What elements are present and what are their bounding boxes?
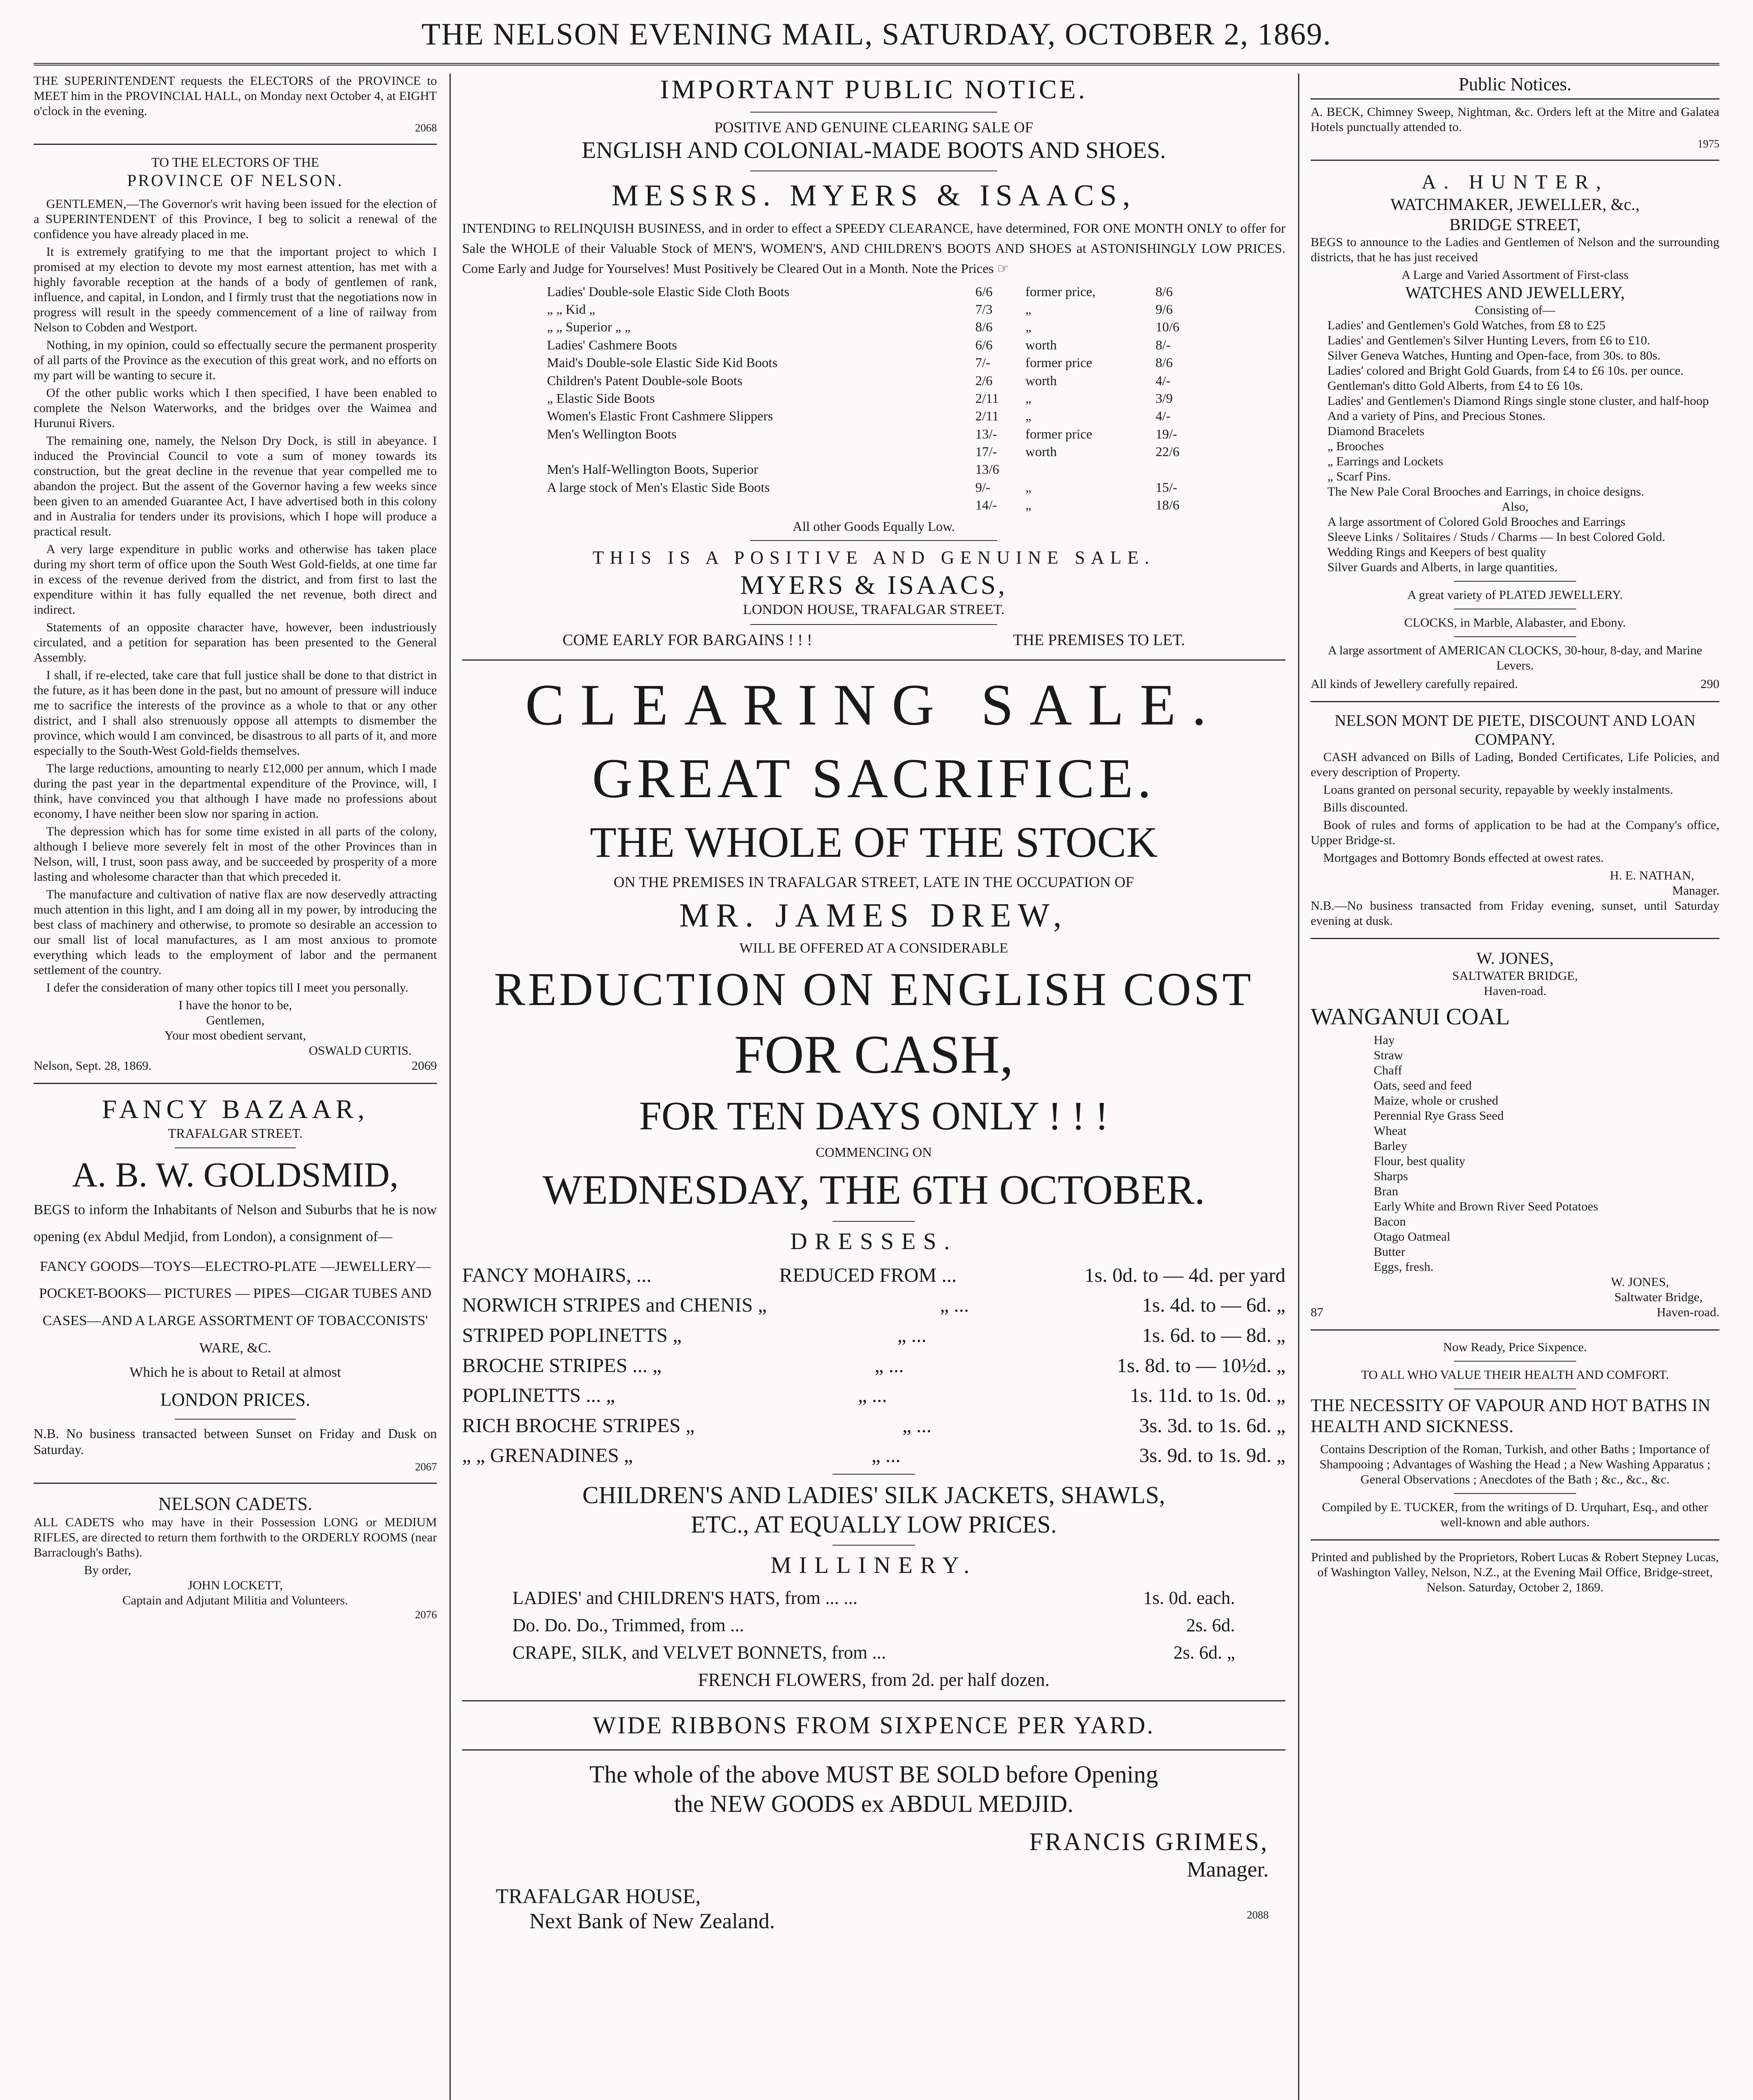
province-heading: PROVINCE OF NELSON. [127,171,344,190]
coal-item: Barley [1374,1139,1407,1153]
coal-item: Hay [1374,1033,1395,1047]
boots-row [544,283,1203,300]
dress-cell: „ ... [858,1384,887,1407]
boots-cell: 6/6 [975,284,993,299]
boots-row [544,354,1203,371]
dress-cell: FANCY MOHAIRS, ... [462,1264,652,1286]
reduction-heading: REDUCTION ON ENGLISH COST [494,963,1254,1016]
address-paragraph: The remaining one, namely, the Nelson Dry Dock, is still in abeyance. I induced the Provincial Council to vote a sum of money towards its construction, but the great decline in the revenue that year compelled me to abandon the project. But the assent of the Governor having a few weeks since been given to an amended Guarantee Act, I have advertised both in this colony and in Australia for tenders under its provisions, which I hope will produce a practical result. [34,433,437,538]
address-paragraph: Statements of an opposite character have, however, been industriously circulated, and a petition for separation has been presented to the General Assembly. [34,620,437,664]
offered-line: WILL BE OFFERED AT A CONSIDERABLE [739,940,1008,956]
masthead: THE NELSON EVENING MAIL, SATURDAY, OCTOBER 2, 1869. [421,17,1332,52]
boots-price-table [544,283,1203,514]
boots-cell: 6/6 [975,337,993,352]
boots-cell: Women's Elastic Front Cashmere Slippers [547,408,773,424]
ad-number: 2076 [415,1609,437,1621]
boots-cell: „ „ Kid „ [547,301,595,317]
ad-number: 2088 [1247,1908,1269,1921]
jackets-line: CHILDREN'S AND LADIES' SILK JACKETS, SHAWLS, [582,1481,1165,1509]
mont-de-piete-heading: NELSON MONT DE PIETE, DISCOUNT AND LOAN COMPANY. [1335,711,1695,749]
boots-cell: 7/- [975,355,991,370]
dress-row [462,1323,1285,1348]
great-sacrifice-heading: GREAT SACRIFICE. [592,747,1156,810]
jones-signature-3: Haven-road. [1656,1305,1719,1319]
address-paragraph: It is extremely gratifying to me that the important project to which I promised at my election to devote my most earnest attention, has met with a highly favorable reception at the hands of a body of gentlemen of rank, influence, and capital, in London, and I firmly trust that the negotiations now in progress will result in the speedy commencement of a line of railway from Nelson to Cobden and Westport. [34,244,437,334]
boots-cell: 14/- [975,497,997,513]
public-notices-heading: Public Notices. [1459,74,1572,94]
whole-stock-heading: THE WHOLE OF THE STOCK [590,818,1158,866]
flowers-line: FRENCH FLOWERS, from 2d. per half dozen. [698,1669,1050,1690]
mont-paragraph: Mortgages and Bottomry Bonds effected at owest rates. [1323,850,1604,865]
closing-line: Your most obedient servant, [164,1028,306,1042]
cadets-body: ALL CADETS who may have in their Possession LONG or MEDIUM RIFLES, are directed to return them forthwith to the ORDERLY ROOMS (near Barraclough's Baths). [34,1515,437,1560]
boots-cell: Ladies' Double-sole Elastic Side Cloth Boots [547,284,790,299]
london-house: LONDON HOUSE, TRAFALGAR STREET. [743,601,1005,617]
boots-row [544,443,1203,460]
boots-cell: „ [1025,497,1032,513]
hunter-assortment: A Large and Varied Assortment of First-class [1401,268,1629,282]
nathan-signature: H. E. NATHAN, [1610,868,1694,882]
dress-row [462,1444,1285,1468]
bazaar-retail: Which he is about to Retail at almost [129,1365,341,1381]
mont-nb: N.B.—No business transacted from Friday evening, sunset, until Saturday evening at dusk. [1311,898,1719,928]
address-paragraph: I defer the consideration of many other topics till I meet you personally. [46,980,408,995]
boots-cell: 8/6 [1155,284,1173,299]
coal-item: Bran [1374,1184,1398,1198]
jones-heading: W. JONES, [1476,948,1554,968]
plated-line: A great variety of PLATED JEWELLERY. [1407,588,1623,602]
date-line: Nelson, Sept. 28, 1869. [34,1058,152,1073]
millinery-cell: LADIES' and CHILDREN'S HATS, from ... ... [512,1588,858,1609]
column-left [34,74,437,2100]
hunter-street: BRIDGE STREET, [1449,215,1581,234]
bazaar-street: TRAFALGAR STREET. [168,1126,303,1141]
millinery-row [512,1642,1235,1664]
boots-cell: 2/11 [975,408,999,424]
jones-signature-2: Saltwater Bridge, [1614,1290,1703,1304]
boots-row [544,389,1203,407]
also-item: Silver Guards and Alberts, in large quantities. [1327,560,1558,574]
hunter-name: A. HUNTER, [1421,171,1609,193]
bazaar-title: FANCY BAZAAR, [102,1094,369,1124]
watch-item: Ladies' colored and Bright Gold Guards, from £4 to £6 10s. per ounce. [1327,363,1684,378]
boots-cell: „ Elastic Side Boots [547,390,655,406]
ad-number: 290 [1700,677,1719,691]
boots-cell: Men's Half-Wellington Boots, Superior [547,462,758,477]
watch-item: The New Pale Coral Brooches and Earrings, in choice designs. [1327,484,1644,499]
mont-paragraph: Loans granted on personal security, repayable by weekly instalments. [1323,782,1673,797]
hunter-trade: WATCHMAKER, JEWELLER, &c., [1390,194,1640,214]
for-cash-heading: FOR CASH, [734,1024,1014,1085]
bazaar-body: BEGS to inform the Inhabitants of Nelson and Suburbs that he is now opening (ex Abdul Medjid, from London), a consignment of— [34,1202,437,1245]
mont-paragraph: Book of rules and forms of application to be had at the Company's office, Upper Bridge-st. [1311,818,1719,847]
manager-title: Manager. [1187,1858,1269,1882]
dress-cell: 3s. 9d. to 1s. 9d. „ [1139,1444,1285,1467]
boots-row [544,425,1203,443]
boots-cell: Men's Wellington Boots [547,426,677,441]
jones-road: Haven-road. [1483,984,1547,998]
coal-item: Eggs, fresh. [1374,1260,1434,1274]
address-paragraph: The depression which has for some time existed in all parts of the colony, although I believe more severely felt in most of the other Provinces than in Nelson, will, I trust, soon pass away, and be succeeded by prosperity of a more lasting and wholesome character than that which preceded it. [34,824,437,884]
also-item: A large assortment of Colored Gold Brooches and Earrings [1327,514,1626,529]
watch-list [1311,318,1719,499]
coal-item: Butter [1374,1244,1405,1259]
coal-item: Chaff [1374,1063,1402,1077]
imprint: Printed and published by the Proprietors, Robert Lucas & Robert Stepney Lucas, of Washington Valley, Nelson, N.Z., at the Evening Mail Office, Bridge-street, Nelson. Saturday, October 2, 1869. [1311,1550,1719,1594]
ad-number: 2067 [415,1460,437,1473]
signature: OSWALD CURTIS. [309,1043,412,1058]
address-paragraph: The manufacture and cultivation of native flax are now deservedly attracting much attention in this light, and I am doing all in my power, by introducing the best class of machinery and otherwise, to promote so desirable an accession to our small list of local manufactures, as I am most anxious to promote everything which leads to the employment of labor and the permanent settlement of the country. [34,887,437,977]
dress-row [462,1383,1285,1408]
dress-cell: 1s. 6d. to — 8d. „ [1142,1324,1285,1347]
james-drew-heading: MR. JAMES DREW, [679,897,1069,934]
boots-cell: worth [1025,337,1057,352]
superintendent-notice: THE SUPERINTENDENT requests the ELECTORS of the PROVINCE to MEET him in the PROVINCIAL HALL, on Monday next October 4, at EIGHT o'clock in the evening. [34,74,437,118]
millinery-cell: 2s. 6d. [1186,1615,1235,1636]
mont-paragraph: Bills discounted. [1323,800,1408,814]
come-early-line: COME EARLY FOR BARGAINS ! ! ! [562,631,812,649]
also-item: Sleeve Links / Solitaires / Studs / Charms — In best Colored Gold. [1327,530,1666,544]
clocks-line: CLOCKS, in Marble, Alabaster, and Ebony. [1404,615,1626,630]
boots-cell: 8/6 [975,319,993,335]
cadets-title: Captain and Adjutant Militia and Volunteers. [122,1593,348,1608]
dress-cell: BROCHE STRIPES ... „ [462,1354,662,1377]
consisting-line: Consisting of— [1475,303,1555,317]
dress-cell: „ ... [897,1324,927,1347]
address-paragraph: The large reductions, amounting to nearly £12,000 per annum, which I made during the past year in the departmental expenditure of the Province, will, I think, have convinced you that although I have made no professions about economy, I have neither been slow nor sparing in action. [34,761,437,821]
address-paragraph: Of the other public works which I then specified, I have been enabled to complete the Nelson Waterworks, and the bridges over the Waimea and Hurunui Rivers. [34,386,437,430]
dress-cell: „ ... [871,1444,901,1467]
wednesday-heading: WEDNESDAY, THE 6TH OCTOBER. [542,1166,1205,1213]
boots-cell: 15/- [1155,479,1177,495]
jackets-line-2: ETC., AT EQUALLY LOW PRICES. [691,1510,1057,1538]
next-bank-line: Next Bank of New Zealand. [529,1909,775,1933]
dresses-list [462,1263,1285,1468]
hunter-intro: BEGS to announce to the Ladies and Gentlemen of Nelson and the surrounding districts, that he has just received [1311,235,1719,264]
boots-cell: „ [1025,408,1032,424]
sale-intro: INTENDING to RELINQUISH BUSINESS, and in order to effect a SPEEDY CLEARANCE, have determined, FOR ONE MONTH ONLY to offer for Sale the WHOLE of their Valuable Stock of MEN'S, WOMEN'S, AND CHILDREN'S BOOTS AND SHOES at ASTONISHINGLY LOW PRICES. Come Early and Judge for Yourselves! Must Positively be Cleared Out in a Month. Note the Prices ☞ [462,220,1285,276]
column-rule-2 [1298,74,1299,2100]
boots-cell: former price [1025,426,1092,441]
boots-cell: former price [1025,355,1092,370]
also-list [1311,514,1719,575]
ribbons-line: WIDE RIBBONS FROM SIXPENCE PER YARD. [593,1712,1155,1739]
boots-cell: 3/9 [1155,390,1173,406]
coal-item: Early White and Brown River Seed Potatoes [1374,1199,1598,1213]
boots-cell: Children's Patent Double-sole Boots [547,373,743,388]
cadets-signature: JOHN LOCKETT, [187,1578,283,1593]
trafalgar-house: TRAFALGAR HOUSE, [496,1884,701,1908]
millinery-cell: 1s. 0d. each. [1143,1588,1235,1609]
boots-cell: „ [1025,390,1032,406]
premises-line: ON THE PREMISES IN TRAFALGAR STREET, LATE IN THE OCCUPATION OF [613,873,1134,890]
dress-cell: 1s. 4d. to — 6d. „ [1142,1294,1285,1317]
boots-cell [544,496,973,514]
dress-row [462,1354,1285,1378]
new-goods-line: the NEW GOODS ex ABDUL MEDJID. [674,1790,1074,1817]
boots-cell [1153,460,1203,478]
boots-cell: 8/- [1155,337,1171,352]
watch-item: Gentleman's ditto Gold Alberts, from £4 to £6 10s. [1327,378,1583,393]
mont-paragraphs [1311,750,1719,866]
boots-cell: 19/- [1155,426,1177,441]
boots-row [544,460,1203,478]
coal-item: Otago Oatmeal [1374,1229,1451,1244]
notice-number: 2068 [415,122,437,134]
boots-cell: 9/6 [1155,301,1173,317]
important-notice-heading: IMPORTANT PUBLIC NOTICE. [660,74,1088,104]
watches-heading: WATCHES AND JEWELLERY, [1405,283,1625,302]
coal-item: Sharps [1374,1169,1408,1183]
watch-item: Ladies' and Gentlemen's Gold Watches, from £8 to £25 [1327,318,1606,332]
watch-item: „ Earrings and Lockets [1327,454,1443,468]
column-center [462,74,1285,2100]
dress-cell: POPLINETTS ... „ [462,1384,615,1407]
dress-cell: REDUCED FROM ... [779,1264,957,1286]
repaired-line: All kinds of Jewellery carefully repaired. [1311,677,1518,691]
dress-cell: „ ... [940,1294,969,1317]
ad-number: 2069 [412,1058,437,1073]
boots-row [544,496,1203,514]
boots-cell: 10/6 [1155,319,1180,335]
millinery-heading: MILLINERY. [770,1552,977,1579]
boots-row [544,478,1203,496]
dress-cell: „ ... [902,1414,932,1437]
nathan-title: Manager. [1672,883,1719,898]
coal-list [1311,1033,1719,1275]
masthead-rule [34,63,1719,66]
closing-line: Gentlemen, [206,1013,265,1027]
address-paragraph: I shall, if re-elected, take care that full justice shall be done to that district in the future, as it has been done in the past, but no amount of pressure will induce me to sacrifice the interests of the province as a whole to that or any other district, and I shall also strenuously oppose all attempts to dismember the province, which would I am convinced, be disastrous to all parts of it, and more especially to the South-West Gold-fields themselves. [34,668,437,758]
boots-row [544,300,1203,318]
dress-row [462,1293,1285,1318]
dress-cell: RICH BROCHE STRIPES „ [462,1414,695,1437]
address-paragraph: A very large expenditure in public works and otherwise has taken place during my short term of office upon the South West Gold-fields, at one time far in excess of the revenue derived from the district, and from first to last the expenditure within it has fully equalled the net revenue, both direct and indirect. [34,542,437,617]
dress-cell: STRIPED POPLINETTS „ [462,1324,682,1347]
american-clocks-line: A large assortment of AMERICAN CLOCKS, 30-hour, 8-day, and Marine Levers. [1327,643,1703,672]
boots-cell: 2/6 [975,373,993,388]
boots-all-line: All other Goods Equally Low. [792,518,955,534]
ad-number: 87 [1311,1305,1323,1319]
jones-signature: W. JONES, [1611,1275,1669,1289]
dress-cell: 1s. 11d. to 1s. 0d. „ [1130,1384,1285,1407]
address-body [34,197,437,995]
sale-heading: POSITIVE AND GENUINE CLEARING SALE OF [714,118,1033,136]
cadets-order: By order, [84,1563,131,1578]
closing-line: I have the honor to be, [179,998,292,1012]
millinery-cell: Do. Do. Do., Trimmed, from ... [512,1615,744,1636]
boots-cell: 13/6 [975,462,999,477]
premises-to-let: THE PREMISES TO LET. [1013,631,1185,649]
watch-item: And a variety of Pins, and Precious Stones. [1327,409,1546,423]
boots-cell: 4/- [1155,373,1171,388]
coal-item: Oats, seed and feed [1374,1078,1472,1092]
boots-cell: 2/11 [975,390,999,406]
boots-cell: worth [1025,373,1057,388]
boots-cell: worth [1025,444,1057,459]
address-paragraph: Nothing, in my opinion, could so effectually secure the permanent prosperity of all parts of the Province as the execution of this great work, and no efforts on my part will be wanting to secure it. [34,338,437,382]
bazaar-nb: N.B. No business transacted between Sunset on Friday and Dusk on Saturday. [34,1425,437,1457]
value-health-heading: TO ALL WHO VALUE THEIR HEALTH AND COMFORT. [1361,1368,1669,1382]
watch-item: Ladies' and Gentlemen's Silver Hunting Levers, from £6 to £10. [1327,333,1651,347]
boots-row [544,372,1203,389]
boots-cell: „ [1025,479,1032,495]
millinery-row [512,1587,1235,1609]
bazaar-name: A. B. W. GOLDSMID, [72,1155,399,1194]
dresses-heading: DRESSES. [790,1228,957,1255]
column-rule-1 [449,74,451,2100]
contains-paragraph: Contains Description of the Roman, Turkish, and other Baths ; Importance of Shampooing ; Advantages of Washing the Head ; a New Washing Apparatus ; General Observations ; Anecdotes of the Bath ; &c., &c., &c. [1319,1442,1711,1486]
millinery-list [462,1587,1285,1664]
coal-heading: WANGANUI COAL [1311,1003,1510,1030]
jones-bridge: SALTWATER BRIDGE, [1452,969,1578,983]
also-line: Also, [1501,499,1529,514]
boots-cell [1023,460,1153,478]
boots-cell: former price, [1025,284,1096,299]
dress-cell: 1s. 8d. to — 10½d. „ [1117,1354,1285,1377]
clearing-sale-heading: CLEARING SALE. [525,672,1222,738]
now-ready-line: Now Ready, Price Sixpence. [1443,1340,1587,1354]
boots-row [544,318,1203,336]
boots-row [544,336,1203,354]
coal-item: Perennial Rye Grass Seed [1374,1108,1504,1123]
coal-item: Maize, whole or crushed [1374,1093,1498,1108]
boots-row [544,407,1203,425]
firm-heading: MESSRS. MYERS & ISAACS, [611,178,1136,213]
coal-item: Flour, best quality [1374,1154,1465,1168]
vapour-heading: THE NECESSITY OF VAPOUR AND HOT BATHS IN HEALTH AND SICKNESS. [1311,1396,1711,1437]
boots-cell: 22/6 [1155,444,1180,459]
boots-cell: A large stock of Men's Elastic Side Boots [547,479,770,495]
boots-cell: 7/3 [975,301,993,317]
column-right [1311,74,1719,2100]
watch-item: „ Scarf Pins. [1327,469,1391,483]
dress-cell: „ „ GRENADINES „ [462,1444,633,1467]
watch-item: Silver Geneva Watches, Hunting and Open-face, from 30s. to 80s. [1327,348,1661,362]
dress-row [462,1414,1285,1438]
watch-item: „ Brooches [1327,439,1384,453]
boots-cell: „ [1025,319,1032,335]
boots-cell: Maid's Double-sole Elastic Side Kid Boots [547,355,778,370]
dress-cell: 3s. 3d. to 1s. 6d. „ [1139,1414,1285,1437]
boots-cell: 18/6 [1155,497,1180,513]
boots-cell: 4/- [1155,408,1171,424]
bazaar-goods: FANCY GOODS—TOYS—ELECTRO-PLATE —JEWELLERY—POCKET-BOOKS— PICTURES — PIPES—CIGAR TUBES AND CASES—AND A LARGE ASSORTMENT OF TOBACCONISTS' WARE, &C. [39,1258,432,1356]
boots-cell: 9/- [975,479,991,495]
cadets-heading: NELSON CADETS. [158,1493,313,1514]
compiled-paragraph: Compiled by E. TUCKER, from the writings of D. Urquhart, Esq., and other well-known and able authors. [1322,1500,1708,1529]
electors-heading: TO THE ELECTORS OF THE [151,155,319,170]
beck-notice: A. BECK, Chimney Sweep, Nightman, &c. Orders left at the Mitre and Galatea Hotels punctually attended to. [1311,105,1719,134]
ad-number: 1975 [1698,137,1719,150]
boots-cell: „ [1025,301,1032,317]
coal-item: Wheat [1374,1124,1407,1138]
firm-name: MYERS & ISAACS, [740,570,1007,600]
dress-cell: „ ... [875,1354,904,1377]
coal-item: Bacon [1374,1214,1406,1228]
positive-sale-line: THIS IS A POSITIVE AND GENUINE SALE. [592,547,1155,568]
watch-item: Ladies' and Gentlemen's Diamond Rings single stone cluster, and half-hoop [1327,394,1709,408]
boots-cell: 13/- [975,426,997,441]
mont-paragraph: CASH advanced on Bills of Lading, Bonded Certificates, Life Policies, and every description of Property. [1311,750,1719,779]
millinery-row [512,1614,1235,1637]
must-be-sold-line: The whole of the above MUST BE SOLD before Opening [589,1761,1158,1788]
boots-cell: Ladies' Cashmere Boots [547,337,677,352]
dress-cell: NORWICH STRIPES and CHENIS „ [462,1294,767,1317]
commencing-line: COMMENCING ON [815,1144,932,1160]
also-item: Wedding Rings and Keepers of best quality [1327,545,1546,559]
coal-item: Straw [1374,1048,1403,1062]
ten-days-heading: FOR TEN DAYS ONLY ! ! ! [639,1093,1109,1138]
boots-cell: 17/- [975,444,997,459]
millinery-cell: 2s. 6d. „ [1173,1642,1235,1663]
address-paragraph: GENTLEMEN,—The Governor's writ having been issued for the election of a SUPERINTENDENT of this Province, I beg to solicit a renewal of the confidence you have already placed in me. [34,197,437,241]
boots-cell [544,443,973,460]
dress-row [462,1263,1285,1288]
millinery-cell: CRAPE, SILK, and VELVET BONNETS, from ... [512,1642,886,1663]
boots-cell: 8/6 [1155,355,1173,370]
dress-cell: 1s. 0d. to — 4d. per yard [1084,1264,1285,1286]
grimes-signature: FRANCIS GRIMES, [1029,1828,1269,1856]
watch-item: Diamond Bracelets [1327,424,1424,438]
boots-cell: „ „ Superior „ „ [547,319,631,335]
sale-subheading: ENGLISH AND COLONIAL-MADE BOOTS AND SHOES. [581,137,1166,163]
bazaar-prices: LONDON PRICES. [160,1389,310,1410]
